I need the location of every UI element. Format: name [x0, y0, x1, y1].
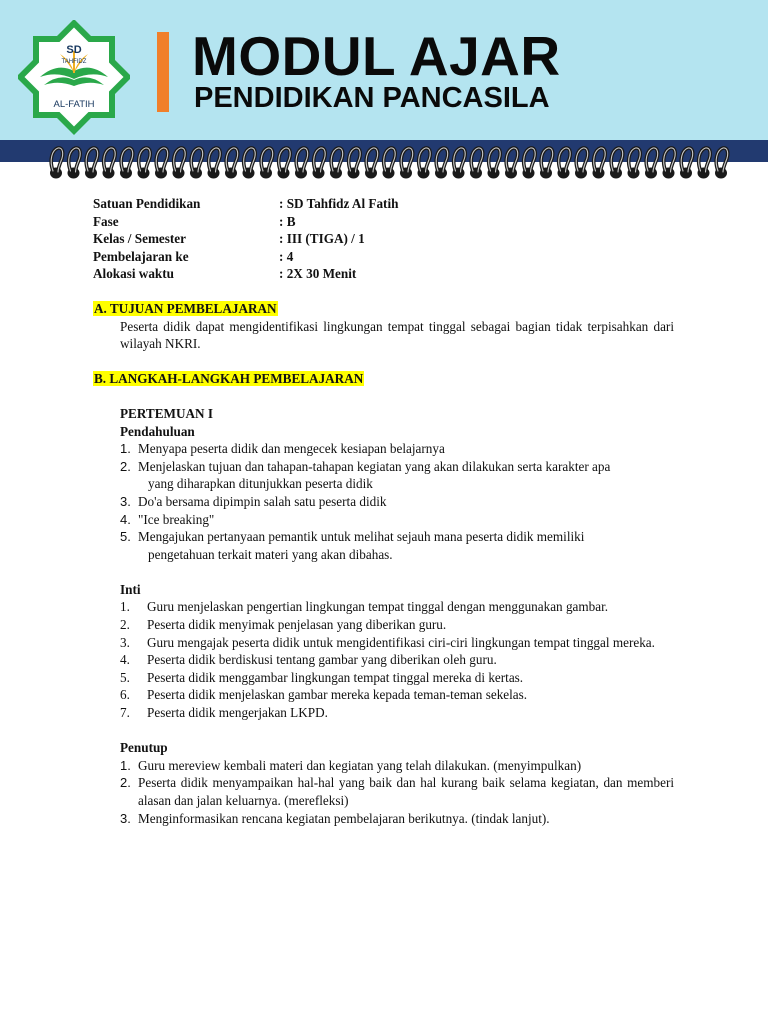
spiral-coil [610, 148, 623, 179]
info-label: Alokasi waktu [93, 266, 174, 282]
list-item: 6. Peserta didik menjelaskan gambar mereka kepada teman-teman sekelas. [120, 687, 528, 703]
spiral-coil [628, 148, 641, 179]
spiral-coil [383, 148, 396, 179]
spiral-coil [470, 148, 483, 179]
spiral-coil [313, 148, 326, 179]
spiral-coil [400, 148, 413, 179]
info-value: : 2X 30 Menit [279, 266, 357, 282]
list-item: 2. Menjelaskan tujuan dan tahapan-tahapan kegiatan yang akan dilakukan serta karakter apa yang diharapkan ditunjukkan peserta didik [120, 458, 611, 492]
list-item: 2. Peserta didik menyimak penjelasan yang diberikan guru. [120, 617, 447, 633]
spiral-coil [120, 148, 133, 179]
list-item: 1. Guru menjelaskan pengertian lingkungan tempat tinggal dengan menggunakan gambar. [120, 599, 609, 615]
list-item: 7. Peserta didik mengerjakan LKPD. [120, 705, 328, 721]
section-a-text: Peserta didik dapat mengidentifikasi lingkungan tempat tinggal sebagai bagian tidak terpisahkan dari wilayah NKRI. [120, 318, 674, 352]
meeting-block [93, 387, 674, 827]
spiral-coil [225, 148, 238, 179]
penutup-heading: Penutup [120, 740, 168, 756]
pendahuluan-heading: Pendahuluan [120, 423, 195, 439]
info-row [93, 230, 674, 248]
spiral-coil [278, 148, 291, 179]
spiral-coil [435, 148, 448, 179]
info-label: Pembelajaran ke [93, 248, 189, 264]
school-logo [18, 20, 130, 138]
info-label: Fase [93, 213, 119, 229]
spiral-coil [593, 148, 606, 179]
list-item: 4. Peserta didik berdiskusi tentang gambar yang diberikan oleh guru. [120, 652, 497, 668]
info-row [93, 213, 674, 231]
svg-text:SD: SD [66, 44, 82, 56]
spiral-coil [330, 148, 343, 179]
pendahuluan-list [120, 440, 674, 563]
spiral-coil [663, 148, 676, 179]
spiral-coil [103, 148, 116, 179]
spiral-binding [0, 146, 768, 188]
spiral-coil [190, 148, 203, 179]
spiral-coil [523, 148, 536, 179]
info-row [93, 248, 674, 266]
info-value: : 4 [279, 248, 294, 264]
inti-list [120, 598, 674, 721]
accent-bar [157, 32, 169, 112]
info-label: Kelas / Semester [93, 231, 187, 247]
spiral-coil [155, 148, 168, 179]
list-item: 3. Guru mengajak peserta didik untuk mengidentifikasi ciri-ciri lingkungan tempat tinggal mereka. [120, 634, 655, 650]
page-title: MODUL AJAR [192, 25, 561, 87]
list-item: 3. Do'a bersama dipimpin salah satu peserta didik [120, 493, 387, 509]
info-label: Satuan Pendidikan [93, 196, 201, 211]
spiral-coil [243, 148, 256, 179]
info-row [93, 265, 674, 283]
info-value: : SD Tahfidz Al Fatih [279, 196, 399, 211]
svg-text:TAHFIDZ: TAHFIDZ [61, 59, 87, 65]
svg-text:AL-FATIH: AL-FATIH [53, 99, 95, 110]
list-item: 5. Mengajukan pertanyaan pemantik untuk melihat sejauh mana peserta didik memiliki pengetahuan terkait materi yang akan dibahas. [120, 529, 585, 562]
spiral-coil [50, 148, 63, 179]
page-subtitle: PENDIDIKAN PANCASILA [194, 82, 550, 114]
spiral-coil [488, 148, 501, 179]
section-b-heading: B. LANGKAH-LANGKAH PEMBELAJARAN [94, 370, 364, 386]
spiral-coil [68, 148, 81, 179]
spiral-coil [295, 148, 308, 179]
spiral-coil [208, 148, 221, 179]
list-item: 3. Menginformasikan rencana kegiatan pembelajaran berikutnya. (tindak lanjut). [120, 810, 550, 826]
spiral-coil [645, 148, 658, 179]
header-banner [0, 0, 768, 140]
spiral-coil [453, 148, 466, 179]
spiral-coil [698, 148, 711, 179]
list-item: 4. "Ice breaking" [120, 511, 215, 527]
lesson-content [93, 195, 674, 827]
spiral-coil [680, 148, 693, 179]
list-item: 1. Guru mereview kembali materi dan kegiatan yang telah dilakukan. (menyimpulkan) [120, 757, 582, 773]
spiral-coil [575, 148, 588, 179]
spiral-coil [558, 148, 571, 179]
list-item: 1. Menyapa peserta didik dan mengecek kesiapan belajarnya [120, 441, 445, 457]
inti-heading: Inti [120, 581, 141, 597]
spiral-coil [365, 148, 378, 179]
list-item: 2. Peserta didik menyampaikan hal-hal yang baik dan hal kurang baik selama kegiatan, dan memberi alasan dan jalan keluarnya. (merefleksi) [120, 775, 674, 808]
spiral-coil [260, 148, 273, 179]
info-value: : III (TIGA) / 1 [279, 231, 365, 247]
spiral-coil [540, 148, 553, 179]
info-row [93, 195, 674, 213]
spiral-coil [505, 148, 518, 179]
section-a-heading: A. TUJUAN PEMBELAJARAN [94, 300, 277, 316]
info-value: : B [279, 213, 296, 229]
spiral-coil [85, 148, 98, 179]
spiral-coil [173, 148, 186, 179]
penutup-list [120, 757, 674, 827]
meeting-title: PERTEMUAN I [120, 405, 213, 421]
spiral-coil [418, 148, 431, 179]
spiral-coil [348, 148, 361, 179]
spiral-coil [138, 148, 151, 179]
spiral-coil [715, 148, 728, 179]
list-item: 5. Peserta didik menggambar lingkungan tempat tinggal mereka di kertas. [120, 669, 524, 685]
